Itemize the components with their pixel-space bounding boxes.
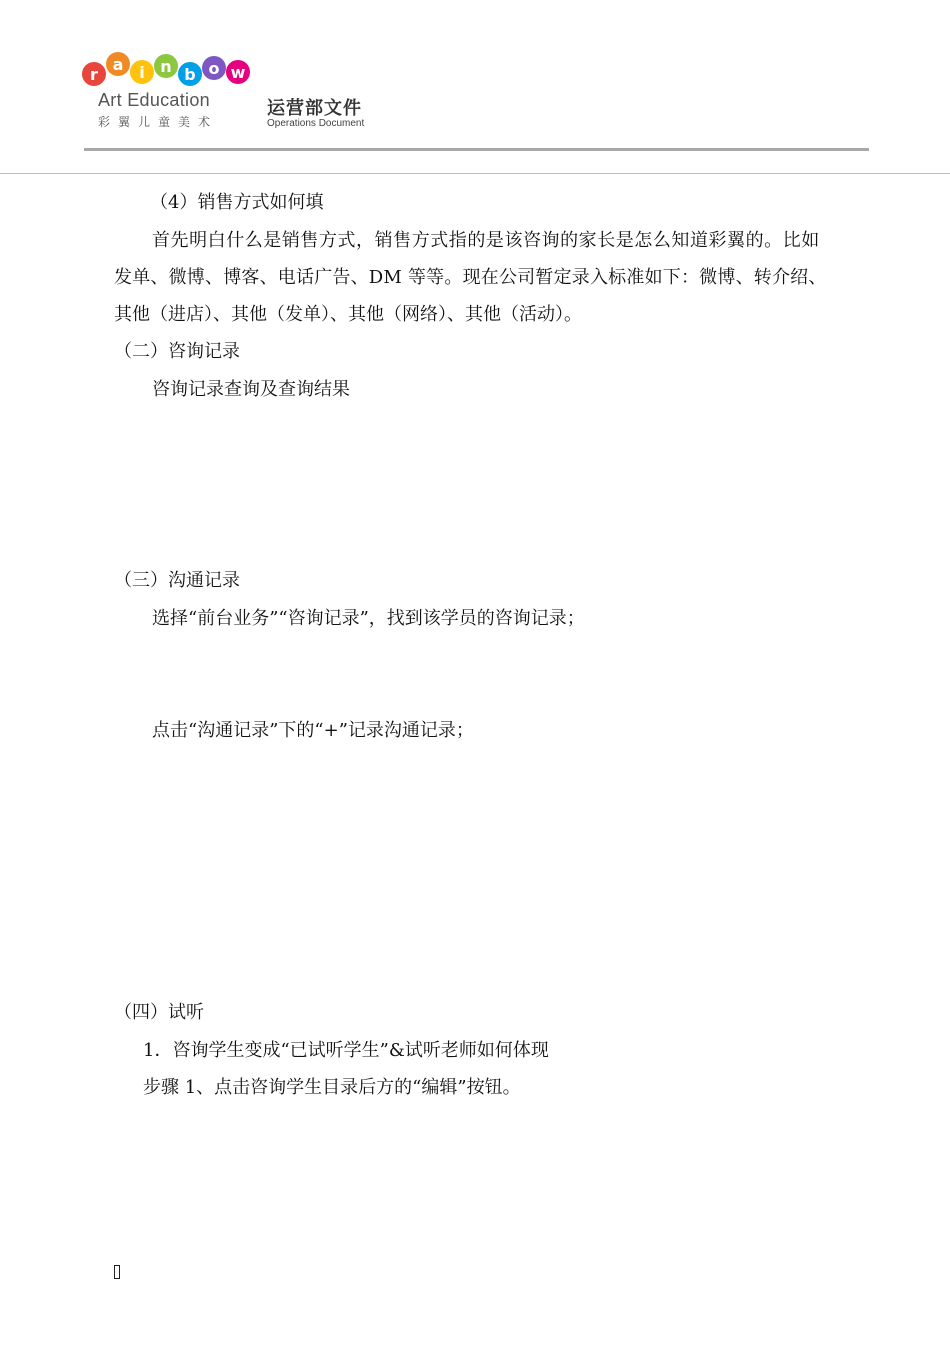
section-heading-consult-records: （二）咨询记录	[114, 341, 240, 362]
logo-letter-ball	[82, 62, 106, 86]
rainbow-letters-graphic	[80, 52, 255, 92]
logo-chinese-text: 彩翼儿童美术	[98, 115, 219, 129]
svg-text:i: i	[139, 63, 145, 82]
section-heading-trial-class: （四）试听	[114, 1002, 204, 1023]
step-instruction: 步骤 1、点击咨询学生目录后方的“编辑”按钮。	[143, 1077, 521, 1098]
svg-text:a: a	[112, 55, 124, 74]
document-title-cn: 运营部文件	[267, 98, 362, 119]
svg-text:n: n	[160, 57, 172, 76]
section-heading-communication-records: （三）沟通记录	[114, 570, 240, 591]
paragraph-line: 点击“沟通记录”下的“+”记录沟通记录；	[152, 720, 474, 741]
document-header	[0, 0, 950, 175]
paragraph-line: 首先明白什么是销售方式，销售方式指的是该咨询的家长是怎么知道彩翼的。比如	[152, 230, 820, 251]
paragraph-line: 发单、微博、博客、电话广告、DM 等等。现在公司暂定录入标准如下：微博、转介绍、	[114, 267, 827, 288]
logo-english-text: Art Education	[98, 90, 210, 110]
svg-text:w: w	[230, 63, 246, 82]
subheading-sales-method: （4）销售方式如何填	[150, 192, 324, 213]
logo-letter-ball	[154, 54, 178, 78]
logo-letter-ball	[130, 60, 154, 84]
paragraph-line: 选择“前台业务”“咨询记录”，找到该学员的咨询记录；	[152, 608, 585, 629]
header-divider	[84, 148, 869, 151]
svg-text:b: b	[184, 65, 196, 84]
logo-letter-ball	[226, 60, 250, 84]
paragraph-line: 咨询记录查询及查询结果	[152, 379, 350, 400]
logo-letter-ball	[106, 52, 130, 76]
missing-glyph-box	[114, 1265, 120, 1279]
svg-text:r: r	[90, 65, 98, 84]
logo-letter-ball	[178, 62, 202, 86]
page-top-border	[0, 173, 950, 174]
rainbow-logo	[80, 52, 255, 132]
svg-text:o: o	[208, 59, 220, 78]
numbered-item: 1．咨询学生变成“已试听学生”&试听老师如何体现	[143, 1040, 549, 1061]
document-title-en: Operations Document	[267, 118, 365, 129]
paragraph-line: 其他（进店）、其他（发单）、其他（网络）、其他（活动）。	[114, 304, 582, 325]
logo-letter-ball	[202, 56, 226, 80]
